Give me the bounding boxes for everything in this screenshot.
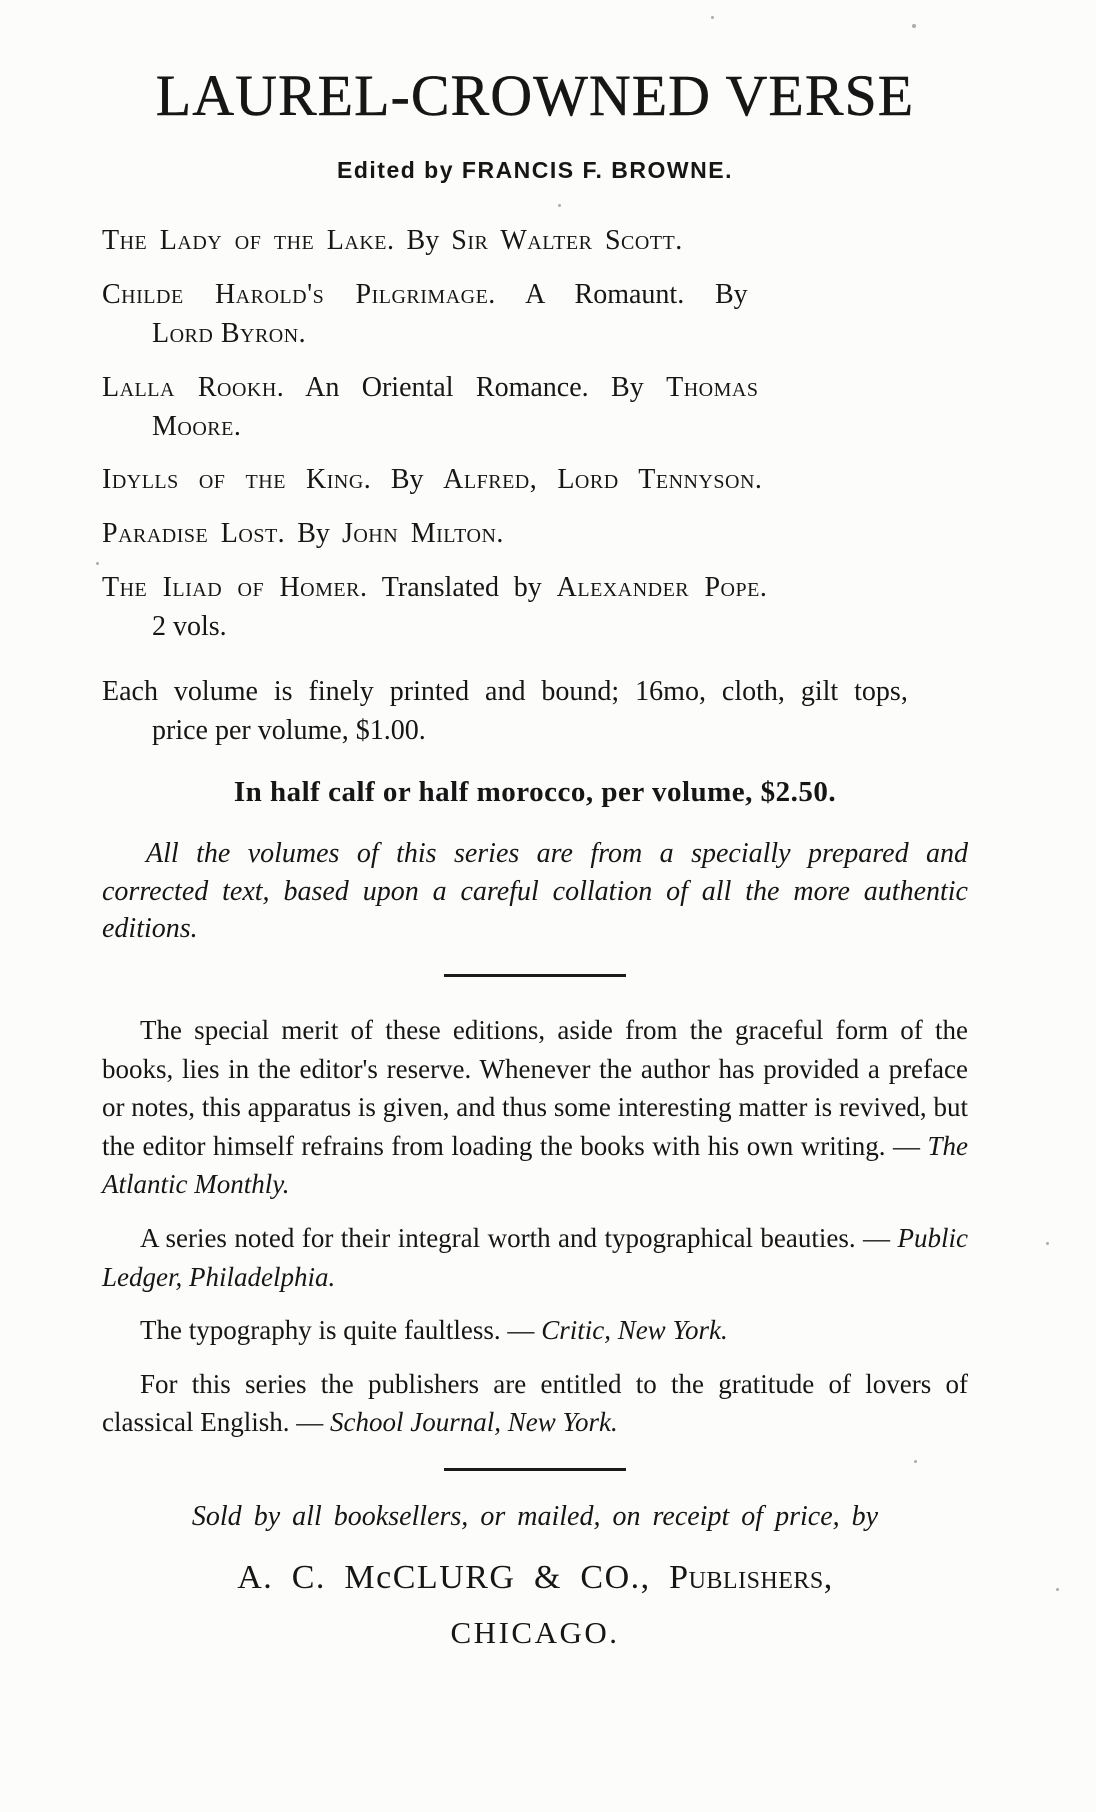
review-atlantic-monthly — [102, 1011, 968, 1204]
sold-by-line: Sold by all booksellers, or mailed, on receipt of price, by — [191, 1501, 879, 1532]
binding-note-line1: Each volume is finely printed and bound; 16mo, cloth, gilt tops, — [102, 676, 908, 708]
book-title: Lalla Rookh. — [102, 371, 285, 403]
series-note: All the volumes of this series are from a specially prepared and corrected text, based upon a careful collation of all the more authentic editions. — [102, 838, 968, 945]
publisher-city: CHICAGO. — [450, 1615, 620, 1650]
book-entry — [102, 369, 968, 447]
book-author: Sir Walter Scott. — [451, 224, 683, 256]
press-reviews — [102, 1011, 968, 1442]
scan-speck — [96, 562, 99, 565]
book-entry — [102, 222, 968, 261]
book-author-continued: Moore. — [152, 410, 242, 442]
book-author: Alexander Pope. — [556, 572, 768, 604]
review-source: School Journal, New York. — [329, 1407, 618, 1438]
book-connector: Translated by — [367, 572, 557, 604]
review-critic — [102, 1311, 968, 1350]
review-source: Critic, New York. — [541, 1315, 728, 1346]
book-volumes-note: 2 vols. — [152, 611, 227, 643]
book-author: Thomas — [666, 371, 759, 403]
review-text: The special merit of these editions, aside from the graceful form of the books, lies in the editor's reserve. Whenever the author has provided a preface or notes, this apparatus is given, and thus some interesting matter is revived, but the editor himself refrains from loading the books with his own writing. — — [102, 1014, 968, 1161]
divider-rule — [444, 1468, 626, 1471]
page-title: LAUREL-CROWNED VERSE — [155, 63, 915, 128]
binding-note-line2: price per volume, $1.00. — [152, 714, 426, 746]
binding-note — [102, 673, 968, 750]
book-title: Idylls of the King. — [102, 464, 372, 496]
book-author: John Milton. — [341, 518, 504, 550]
scan-speck — [1046, 1242, 1049, 1245]
scan-speck — [1056, 1588, 1059, 1591]
review-text: A series noted for their integral worth and typographical beauties. — — [140, 1222, 898, 1253]
review-source: Public Ledger, Philadelphia. — [102, 1222, 968, 1292]
book-connector: By — [394, 224, 452, 256]
scan-speck — [711, 16, 714, 19]
book-connector: A Romaunt. By — [495, 278, 748, 310]
book-title: Paradise Lost. — [102, 518, 286, 550]
book-title: Childe Harold's Pilgrimage. — [102, 278, 496, 310]
review-text: For this series the publishers are entitled to the gratitude of lovers of classical English. — — [102, 1368, 968, 1438]
book-author: Lord Byron. — [152, 317, 307, 349]
book-entry — [102, 515, 968, 554]
review-public-ledger — [102, 1219, 968, 1296]
publisher-name: A. C. McCLURG & CO., — [237, 1559, 670, 1596]
half-calf-price-line: In half calf or half morocco, per volume, $2.50. — [233, 776, 837, 809]
scan-speck — [914, 1460, 917, 1463]
review-text: The typography is quite faultless. — — [140, 1315, 542, 1346]
book-connector: By — [285, 518, 342, 550]
scan-speck — [912, 24, 916, 28]
scan-speck — [558, 204, 561, 207]
book-list — [102, 222, 968, 647]
publisher-line — [102, 1559, 968, 1597]
book-author: Alfred, Lord Tennyson. — [443, 464, 763, 496]
book-title: The Lady of the Lake. — [102, 224, 395, 256]
divider-rule — [444, 974, 626, 977]
book-entry — [102, 461, 968, 500]
book-title: The Iliad of Homer. — [102, 572, 368, 604]
publisher-role: Publishers, — [669, 1559, 833, 1596]
editor-line: Edited by FRANCIS F. BROWNE. — [337, 156, 733, 183]
book-entry — [102, 276, 968, 354]
book-connector: An Oriental Romance. By — [284, 371, 667, 403]
review-school-journal — [102, 1365, 968, 1442]
review-source: The Atlantic Monthly. — [102, 1130, 968, 1200]
book-entry — [102, 569, 968, 647]
book-connector: By — [371, 464, 444, 496]
